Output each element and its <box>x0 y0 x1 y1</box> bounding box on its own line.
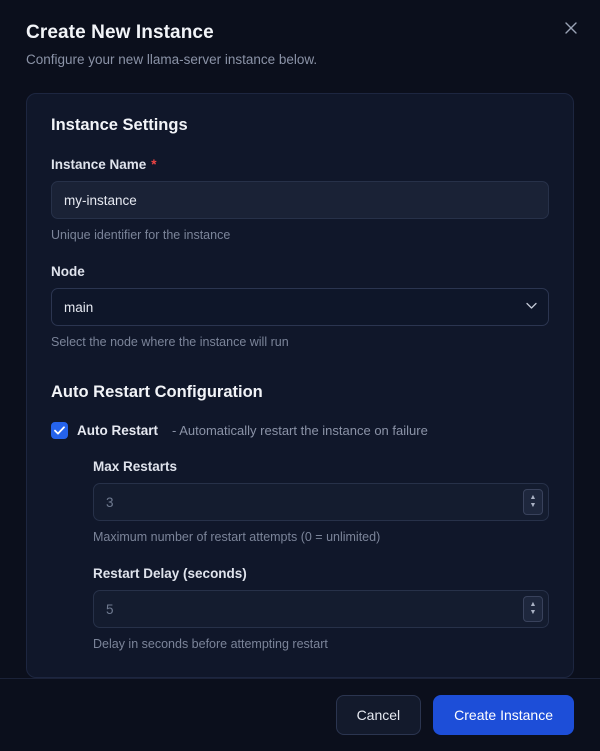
close-icon[interactable] <box>560 17 582 39</box>
dialog-footer <box>0 678 600 751</box>
settings-scroll-area[interactable] <box>26 93 574 678</box>
instance-name-help: Unique identifier for the instance <box>51 228 231 242</box>
max-restarts-stepper[interactable] <box>523 489 543 515</box>
required-marker: * <box>151 157 157 172</box>
close-glyph <box>564 21 578 35</box>
restart-delay-input[interactable] <box>93 590 549 628</box>
node-select[interactable] <box>51 288 549 326</box>
field-instance-name <box>51 157 549 242</box>
stepper-up-icon: ▲ <box>529 601 537 608</box>
node-help: Select the node where the instance will run <box>51 335 289 349</box>
page-title: Create New Instance <box>26 22 214 43</box>
stepper-up-icon: ▲ <box>529 494 537 501</box>
node-label: Node <box>51 264 85 279</box>
node-select-wrap <box>51 288 549 326</box>
auto-restart-hint: - Automatically restart the instance on failure <box>172 423 428 438</box>
max-restarts-help: Maximum number of restart attempts (0 = unlimited) <box>93 530 381 544</box>
cancel-button[interactable]: Cancel <box>336 695 422 735</box>
restart-delay-stepper[interactable] <box>523 596 543 622</box>
instance-name-label-text: Instance Name <box>51 157 147 172</box>
dialog-header <box>0 0 600 67</box>
auto-restart-options <box>51 459 549 651</box>
check-icon <box>54 426 65 435</box>
field-restart-delay <box>93 566 549 651</box>
field-node <box>51 264 549 349</box>
max-restarts-input[interactable] <box>93 483 549 521</box>
section-title-instance-settings: Instance Settings <box>51 116 188 134</box>
restart-delay-help: Delay in seconds before attempting restart <box>93 637 328 651</box>
instance-name-label <box>51 157 549 172</box>
restart-delay-label: Restart Delay (seconds) <box>93 566 247 581</box>
stepper-down-icon: ▼ <box>529 609 537 616</box>
field-max-restarts <box>93 459 549 544</box>
dialog-subtitle: Configure your new llama-server instance below. <box>26 52 318 67</box>
restart-delay-wrap <box>93 590 549 628</box>
auto-restart-label: Auto Restart <box>77 423 159 438</box>
section-title-auto-restart: Auto Restart Configuration <box>51 383 263 401</box>
stepper-down-icon: ▼ <box>529 502 537 509</box>
instance-name-input[interactable] <box>51 181 549 219</box>
instance-settings-card <box>26 93 574 678</box>
max-restarts-wrap <box>93 483 549 521</box>
max-restarts-label: Max Restarts <box>93 459 178 474</box>
auto-restart-checkbox[interactable] <box>51 422 68 439</box>
auto-restart-row <box>51 422 549 439</box>
dialog-body <box>0 67 600 678</box>
create-instance-button[interactable]: Create Instance <box>433 695 574 735</box>
